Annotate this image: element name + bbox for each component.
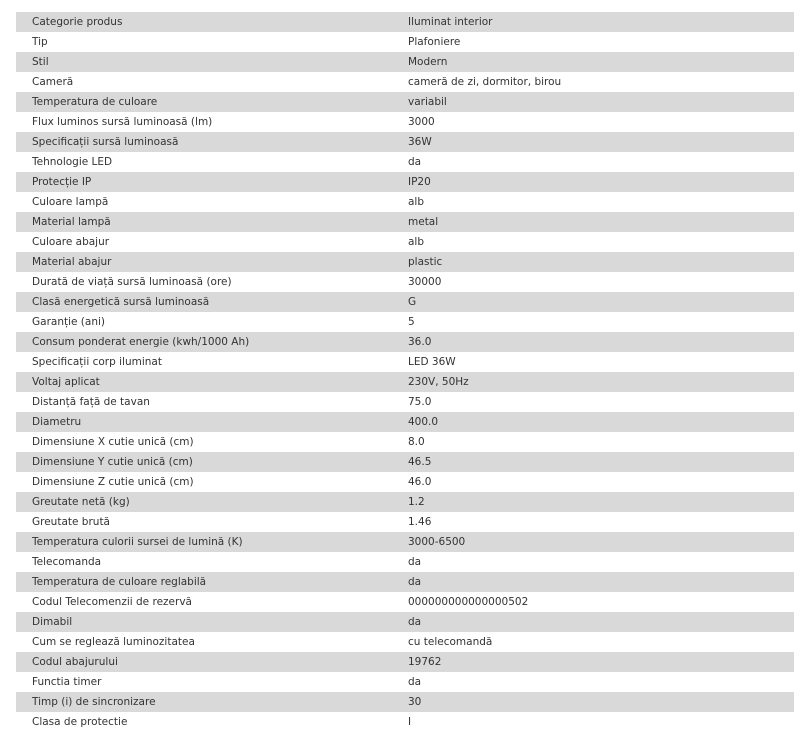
spec-label: Stil	[32, 56, 49, 68]
spec-value: alb	[408, 236, 425, 248]
spec-label: Dimabil	[32, 616, 73, 628]
spec-label: Durată de viață sursă luminoasă (ore)	[32, 276, 232, 288]
spec-label: Tip	[32, 36, 48, 48]
spec-label: Dimensiune X cutie unică (cm)	[32, 436, 194, 448]
spec-value: G	[408, 296, 417, 308]
spec-value: Modern	[408, 56, 448, 68]
spec-row	[16, 552, 794, 572]
spec-row	[16, 292, 794, 312]
spec-value: 000000000000000502	[408, 596, 529, 608]
spec-value: da	[408, 556, 422, 568]
spec-row	[16, 452, 794, 472]
spec-label: Diametru	[32, 416, 82, 428]
spec-row	[16, 92, 794, 112]
spec-value: 1.2	[408, 496, 425, 508]
spec-value: 19762	[408, 656, 442, 668]
spec-row	[16, 192, 794, 212]
spec-label: Timp (i) de sincronizare	[32, 696, 156, 708]
spec-value: 8.0	[408, 436, 425, 448]
spec-row	[16, 572, 794, 592]
spec-label: Codul abajurului	[32, 656, 118, 668]
spec-value: 30000	[408, 276, 442, 288]
spec-value: 400.0	[408, 416, 439, 428]
spec-value: da	[408, 576, 422, 588]
spec-row	[16, 252, 794, 272]
spec-label: Telecomanda	[32, 556, 102, 568]
spec-value: LED 36W	[408, 356, 456, 368]
spec-label: Greutate brută	[32, 516, 110, 528]
spec-row	[16, 12, 794, 32]
spec-value: plastic	[408, 256, 443, 268]
spec-value: metal	[408, 216, 439, 228]
spec-value: 230V, 50Hz	[408, 376, 469, 388]
spec-label: Material abajur	[32, 256, 112, 268]
spec-value: 46.5	[408, 456, 432, 468]
spec-label: Cameră	[32, 76, 74, 88]
spec-row	[16, 332, 794, 352]
spec-label: Temperatura de culoare reglabilă	[32, 576, 207, 588]
spec-label: Protecție IP	[32, 176, 92, 188]
spec-value: 3000-6500	[408, 536, 466, 548]
spec-label: Consum ponderat energie (kwh/1000 Ah)	[32, 336, 250, 348]
spec-label: Voltaj aplicat	[32, 376, 100, 388]
spec-value: 5	[408, 316, 415, 328]
spec-value: I	[408, 716, 412, 728]
spec-label: Flux luminos sursă luminoasă (lm)	[32, 116, 213, 128]
spec-row	[16, 152, 794, 172]
spec-row	[16, 32, 794, 52]
spec-label: Culoare abajur	[32, 236, 110, 248]
spec-value: 1.46	[408, 516, 432, 528]
specifications-table-body	[16, 12, 794, 732]
spec-value: da	[408, 676, 422, 688]
spec-row	[16, 692, 794, 712]
spec-value: cameră de zi, dormitor, birou	[408, 76, 562, 88]
spec-row	[16, 652, 794, 672]
spec-row	[16, 172, 794, 192]
spec-value: 36W	[408, 136, 432, 148]
spec-row	[16, 52, 794, 72]
spec-label: Garanție (ani)	[32, 316, 106, 328]
spec-label: Dimensiune Y cutie unică (cm)	[32, 456, 193, 468]
spec-row	[16, 312, 794, 332]
specifications-table	[16, 12, 794, 732]
spec-row	[16, 492, 794, 512]
spec-label: Clasă energetică sursă luminoasă	[32, 296, 210, 308]
spec-value: 3000	[408, 116, 435, 128]
spec-row	[16, 672, 794, 692]
spec-label: Categorie produs	[32, 16, 123, 28]
spec-row	[16, 432, 794, 452]
spec-value: da	[408, 616, 422, 628]
spec-label: Codul Telecomenzii de rezervă	[32, 596, 192, 608]
spec-value: Iluminat interior	[408, 16, 493, 28]
spec-row	[16, 372, 794, 392]
spec-value: 46.0	[408, 476, 432, 488]
spec-row	[16, 612, 794, 632]
spec-label: Specificații corp iluminat	[32, 356, 162, 368]
spec-row	[16, 132, 794, 152]
spec-label: Tehnologie LED	[32, 156, 113, 168]
spec-value: da	[408, 156, 422, 168]
spec-row	[16, 532, 794, 552]
spec-label: Clasa de protectie	[32, 716, 128, 728]
spec-label: Greutate netă (kg)	[32, 496, 130, 508]
spec-value: Plafoniere	[408, 36, 461, 48]
spec-label: Dimensiune Z cutie unică (cm)	[32, 476, 194, 488]
spec-value: cu telecomandă	[408, 636, 493, 648]
spec-row	[16, 232, 794, 252]
spec-row	[16, 412, 794, 432]
spec-row	[16, 272, 794, 292]
spec-value: 36.0	[408, 336, 432, 348]
spec-label: Functia timer	[32, 676, 102, 688]
spec-value: alb	[408, 196, 425, 208]
spec-label: Material lampă	[32, 216, 111, 228]
spec-label: Specificații sursă luminoasă	[32, 136, 179, 148]
spec-label: Distanță față de tavan	[32, 396, 150, 408]
spec-row	[16, 112, 794, 132]
spec-value: variabil	[408, 96, 447, 108]
spec-row	[16, 212, 794, 232]
spec-row	[16, 632, 794, 652]
spec-label: Temperatura de culoare	[32, 96, 158, 108]
spec-row	[16, 512, 794, 532]
spec-row	[16, 472, 794, 492]
spec-row	[16, 352, 794, 372]
spec-row	[16, 392, 794, 412]
spec-value: 30	[408, 696, 422, 708]
spec-row	[16, 72, 794, 92]
spec-label: Cum se reglează luminozitatea	[32, 636, 195, 648]
spec-label: Temperatura culorii sursei de lumină (K)	[32, 536, 243, 548]
spec-row	[16, 712, 794, 732]
spec-row	[16, 592, 794, 612]
spec-label: Culoare lampă	[32, 196, 109, 208]
spec-value: IP20	[408, 176, 431, 188]
spec-value: 75.0	[408, 396, 432, 408]
